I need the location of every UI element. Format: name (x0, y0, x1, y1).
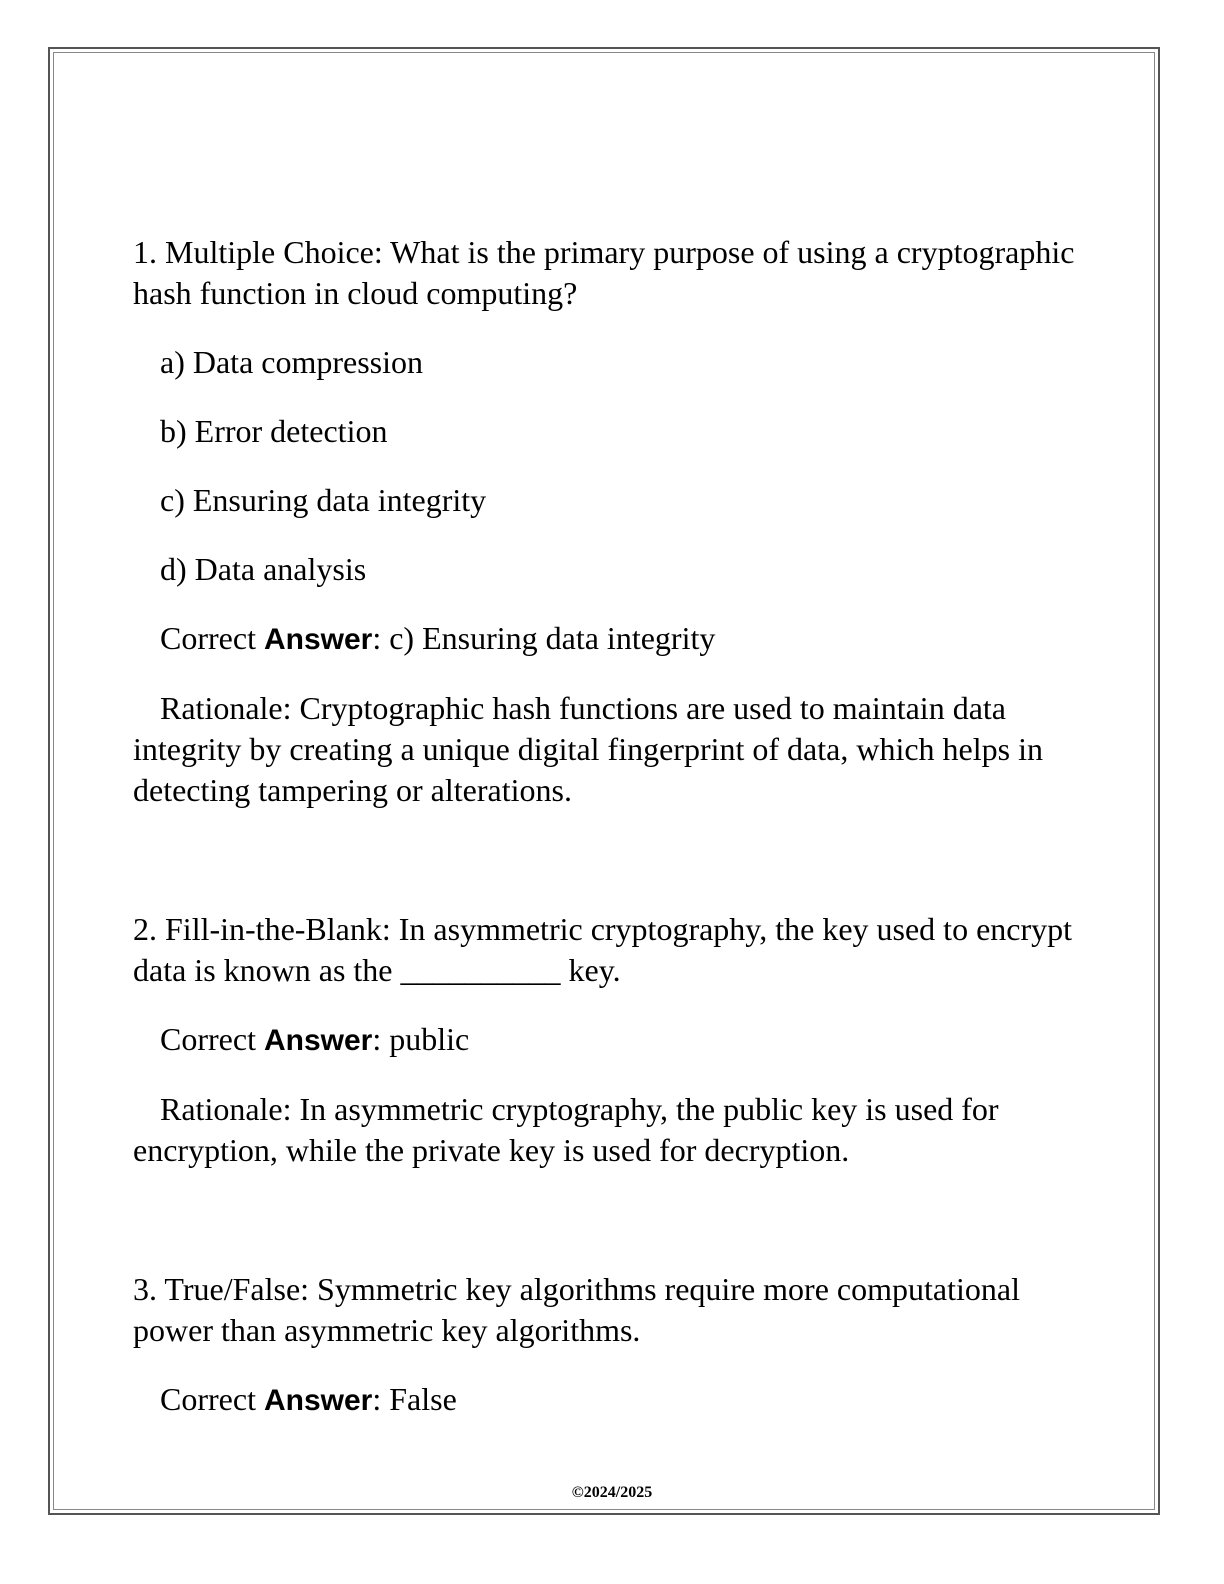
question-3-answer (133, 1379, 1093, 1421)
answer-prefix: Correct (160, 620, 264, 656)
answer-prefix: Correct (160, 1021, 264, 1057)
question-1-answer (133, 618, 1093, 660)
answer-prefix: Correct (160, 1381, 264, 1417)
answer-label: Answer (263, 623, 373, 656)
document-body (133, 232, 1093, 1421)
answer-label: Answer (263, 1384, 373, 1417)
copyright-footer: ©2024/2025 (571, 1484, 653, 1501)
question-2-rationale: Rationale: In asymmetric cryptography, the public key is used for encryption, while the private key is used for decryption. (133, 1091, 999, 1168)
question-3 (133, 1269, 1093, 1421)
question-2 (133, 909, 1093, 1171)
question-1 (133, 232, 1093, 811)
question-1-option-a: a) Data compression (160, 344, 424, 380)
question-2-prompt: 2. Fill-in-the-Blank: In asymmetric cryptography, the key used to encrypt data is known as the __________ key. (133, 911, 1073, 988)
question-1-rationale: Rationale: Cryptographic hash functions are used to maintain data integrity by creating a unique digital fingerprint of data, which helps in detecting tampering or alterations. (133, 690, 1043, 808)
question-1-option-d: d) Data analysis (160, 551, 367, 587)
question-3-prompt: 3. True/False: Symmetric key algorithms require more computational power than asymmetric key algorithms. (133, 1271, 1020, 1348)
answer-value: : public (372, 1021, 470, 1057)
answer-value: : c) Ensuring data integrity (372, 620, 716, 656)
question-2-answer (133, 1019, 1093, 1061)
question-1-option-c: c) Ensuring data integrity (160, 482, 487, 518)
question-1-option-b: b) Error detection (160, 413, 388, 449)
question-1-prompt: 1. Multiple Choice: What is the primary purpose of using a cryptographic hash function in cloud computing? (133, 234, 1075, 311)
answer-value: : False (372, 1381, 457, 1417)
answer-label: Answer (263, 1024, 373, 1057)
